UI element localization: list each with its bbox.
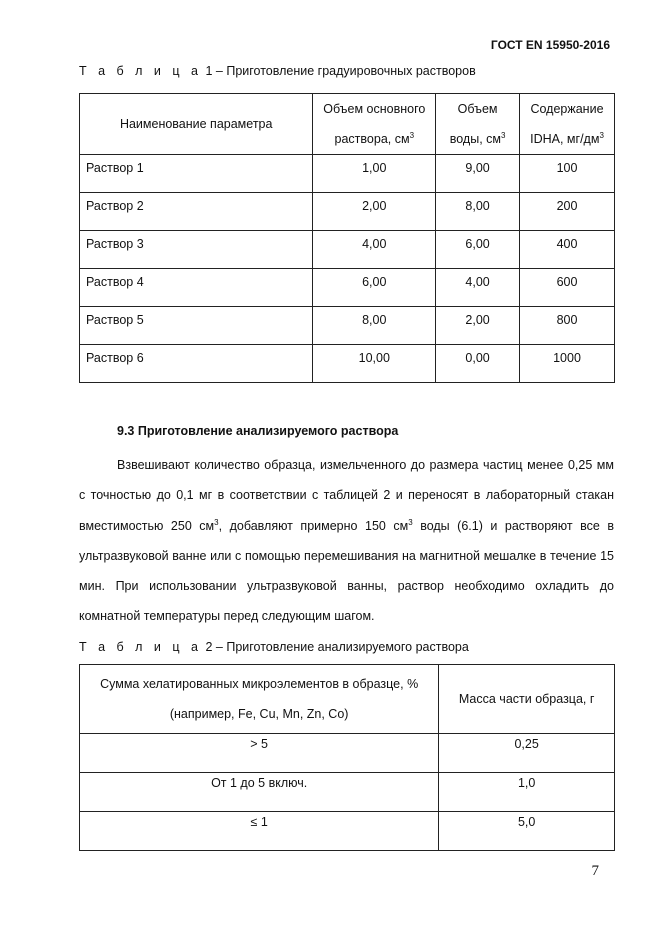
main-volume-value: 2,00 [313, 193, 436, 231]
solution-name: Раствор 1 [80, 155, 313, 193]
table1-caption-number: 1 [205, 64, 213, 78]
table-row [80, 812, 615, 851]
water-volume-value: 2,00 [436, 307, 520, 345]
main-volume-value: 4,00 [313, 231, 436, 269]
solution-name: Раствор 6 [80, 345, 313, 383]
header-idha-content-line1: Содержание [530, 102, 604, 116]
table2-caption-prefix: Т а б л и ц а [79, 640, 202, 654]
idha-content-value: 800 [520, 307, 615, 345]
chelated-sum-value: ≤ 1 [80, 812, 439, 851]
table-row [80, 155, 615, 193]
table2-header-row [80, 665, 615, 734]
header-idha-content-line2: IDHA, мг/дм [530, 132, 600, 146]
table1-caption [79, 64, 476, 78]
superscript-3: 3 [408, 517, 413, 527]
header-chelated-sum-line1: Сумма хелатированных микроэлементов в образце, % [100, 677, 419, 691]
table-row [80, 734, 615, 773]
water-volume-value: 0,00 [436, 345, 520, 383]
table-row [80, 193, 615, 231]
water-volume-value: 4,00 [436, 269, 520, 307]
table1-caption-prefix: Т а б л и ц а [79, 64, 202, 78]
header-water-volume-line1: Объем [457, 102, 498, 116]
solution-name: Раствор 5 [80, 307, 313, 345]
idha-content-value: 100 [520, 155, 615, 193]
idha-content-value: 1000 [520, 345, 615, 383]
superscript-3: 3 [409, 131, 415, 140]
idha-content-value: 400 [520, 231, 615, 269]
table-row [80, 773, 615, 812]
superscript-3: 3 [599, 131, 604, 140]
header-main-volume-line2: раствора, см [334, 132, 410, 146]
table2-caption-number: 2 [205, 640, 213, 654]
main-volume-value: 8,00 [313, 307, 436, 345]
chelated-sum-value: > 5 [80, 734, 439, 773]
chelated-sum-value: От 1 до 5 включ. [80, 773, 439, 812]
paragraph-text-part2: , добавляют примерно 150 см [218, 518, 409, 533]
standard-designation: ГОСТ EN 15950-2016 [490, 38, 610, 52]
superscript-3: 3 [500, 131, 506, 140]
sample-mass-value: 1,0 [439, 773, 615, 812]
calibration-solutions-table [79, 93, 615, 383]
solution-name: Раствор 4 [80, 269, 313, 307]
main-volume-value: 6,00 [313, 269, 436, 307]
water-volume-value: 9,00 [436, 155, 520, 193]
idha-content-value: 200 [520, 193, 615, 231]
table-row [80, 269, 615, 307]
header-parameter-name: Наименование параметра [80, 94, 313, 155]
sample-mass-value: 5,0 [439, 812, 615, 851]
table1-caption-text: – Приготовление градуировочных растворов [215, 64, 476, 78]
table1-header-row [80, 94, 615, 155]
header-chelated-sum [80, 665, 439, 734]
superscript-3: 3 [214, 517, 219, 527]
section-paragraph [79, 450, 614, 632]
idha-content-value: 600 [520, 269, 615, 307]
header-main-volume [313, 94, 436, 155]
solution-name: Раствор 3 [80, 231, 313, 269]
table-row [80, 307, 615, 345]
paragraph-text-part1: Взвешивают количество образца, измельченного до размера частиц менее 0,25 мм с точностью до 0,1 мг в соответствии с таблицей 2 и переносят в лабораторный стакан вместимостью 250 см [79, 458, 614, 533]
section-heading: 9.3 Приготовление анализируемого раствора [117, 424, 399, 438]
water-volume-value: 6,00 [436, 231, 520, 269]
header-main-volume-line1: Объем основного [323, 102, 426, 116]
header-water-volume [436, 94, 520, 155]
header-idha-content [520, 94, 615, 155]
sample-mass-value: 0,25 [439, 734, 615, 773]
page-number: 7 [591, 863, 599, 879]
table2-caption-text: – Приготовление анализируемого раствора [215, 640, 469, 654]
main-volume-value: 10,00 [313, 345, 436, 383]
sample-solution-table [79, 664, 615, 851]
table2-caption [79, 640, 469, 654]
main-volume-value: 1,00 [313, 155, 436, 193]
solution-name: Раствор 2 [80, 193, 313, 231]
table-row [80, 345, 615, 383]
header-chelated-sum-line2: (например, Fe, Cu, Mn, Zn, Co) [169, 707, 349, 721]
table-row [80, 231, 615, 269]
paragraph-text-part3: воды (6.1) и растворяют все в ультразвуковой ванне или с помощью перемешивания на магнитной мешалке в течение 15 мин. При использовании ультразвуковой ванны, раствор необходимо охладить до комнатной температуры перед следующим шагом. [79, 518, 614, 624]
header-water-volume-line2: воды, см [449, 132, 501, 146]
water-volume-value: 8,00 [436, 193, 520, 231]
header-sample-mass: Масса части образца, г [439, 665, 615, 734]
